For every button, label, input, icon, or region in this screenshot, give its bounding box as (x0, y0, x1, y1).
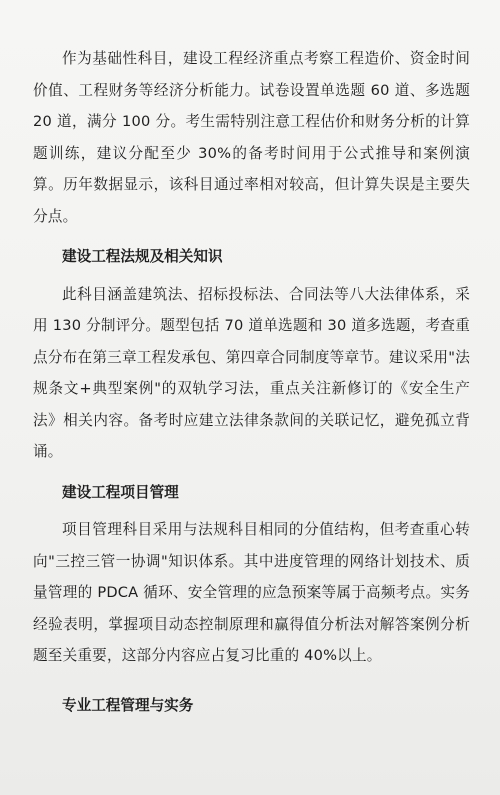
heading-professional-practice: 专业工程管理与实务 (62, 696, 194, 714)
spacer (33, 232, 470, 241)
spacer (33, 468, 470, 477)
heading-project-management: 建设工程项目管理 (62, 483, 179, 501)
heading-construction-regulations: 建设工程法规及相关知识 (62, 248, 223, 265)
spacer (33, 672, 470, 690)
paragraph-engineering-economics: 作为基础性科目，建设工程经济重点考察工程造价、资金时间价值、工程财务等经济分析能力。试卷设置单选题 60 道、多选题 20 道，满分 100 分。考生需特别注意工程估价和财务分析的计算题训练，建议分配至少 30%的备考时间用于公式推导和案例演算。历年数据显示，该科目通过率相对较高，但计算失误是主要失分点。 (33, 50, 470, 225)
paragraph-construction-regulations: 此科目涵盖建筑法、招标投标法、合同法等八大法律体系，采用 130 分制评分。题型包括 70 道单选题和 30 道多选题，考查重点分布在第三章工程发承包、第四章合同制度等章节。建议采用"法规条文+典型案例"的双轨学习法，重点关注新修订的《安全生产法》相关内容。备考时应建立法律条款间的关联记忆，避免孤立背诵。 (33, 285, 470, 460)
paragraph-project-management: 项目管理科目采用与法规科目相同的分值结构，但考查重心转向"三控三管一协调"知识体系。其中进度管理的网络计划技术、质量管理的 PDCA 循环、安全管理的应急预案等属于高频考点。实务经验表明，掌握项目动态控制原理和赢得值分析法对解答案例分析题至关重要，这部分内容应占复习比重的 40%以上。 (33, 521, 470, 664)
